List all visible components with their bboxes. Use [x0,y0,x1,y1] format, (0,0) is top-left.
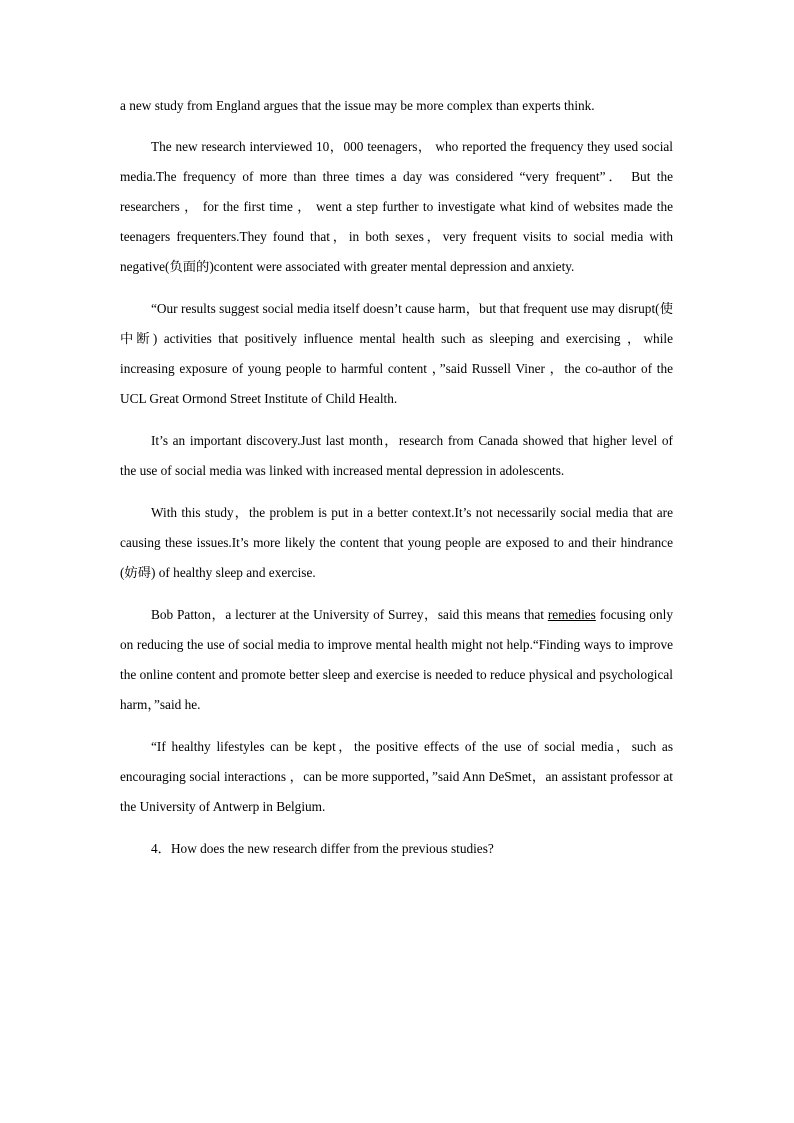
paragraph-discovery: It’s an important discovery.Just last month，research from Canada showed that higher level of the use of social media was linked with increased mental depression in adolescents. [120,433,673,478]
paragraph-study-intro: a new study from England argues that the issue may be more complex than experts think. [120,98,595,113]
patton-text-after: focusing only on reducing the use of social media to improve mental health might not help.“Finding ways to improve the online content and promote better sleep and exercise is needed to reduce physical and psychological harm，”said he. [120,607,673,712]
paragraph-desmet-quote: “If healthy lifestyles can be kept，the positive effects of the use of social media，such as encouraging social interactions ，can be more supported，”said Ann DeSmet，an assistant professor at the University of Antwerp in Belgium. [120,739,673,814]
underlined-word-remedies: remedies [547,607,596,622]
paragraph-viner-quote: “Our results suggest social media itself doesn’t cause harm，but that frequent use may disrupt(使中断) activities that positively influence mental health such as sleeping and exercising ，while increasing exposure of young people to harmful content ，”said Russell Viner ，the co-author of the UCL Great Ormond Street Institute of Child Health. [120,301,673,406]
paragraph-research: The new research interviewed 10，000 teenagers， who reported the frequency they used social media.The frequency of more than three times a day was considered “very frequent”． But the researchers ， for the first time ， went a step further to investigate what kind of websites made the teenagers frequenters.They found that，in both sexes，very frequent visits to social media with negative(负面的)content were associated with greater mental depression and anxiety. [120,139,673,274]
document-page [120,92,673,864]
question-4: 4．How does the new research differ from the previous studies? [151,841,494,856]
patton-text-before: Bob Patton，a lecturer at the University of Surrey，said this means that [151,607,548,622]
paragraph-patton [120,600,673,720]
paragraph-context: With this study，the problem is put in a better context.It’s not necessarily social media that are causing these issues.It’s more likely the content that young people are exposed to and their hindrance (妨碍) of healthy sleep and exercise. [120,505,673,580]
